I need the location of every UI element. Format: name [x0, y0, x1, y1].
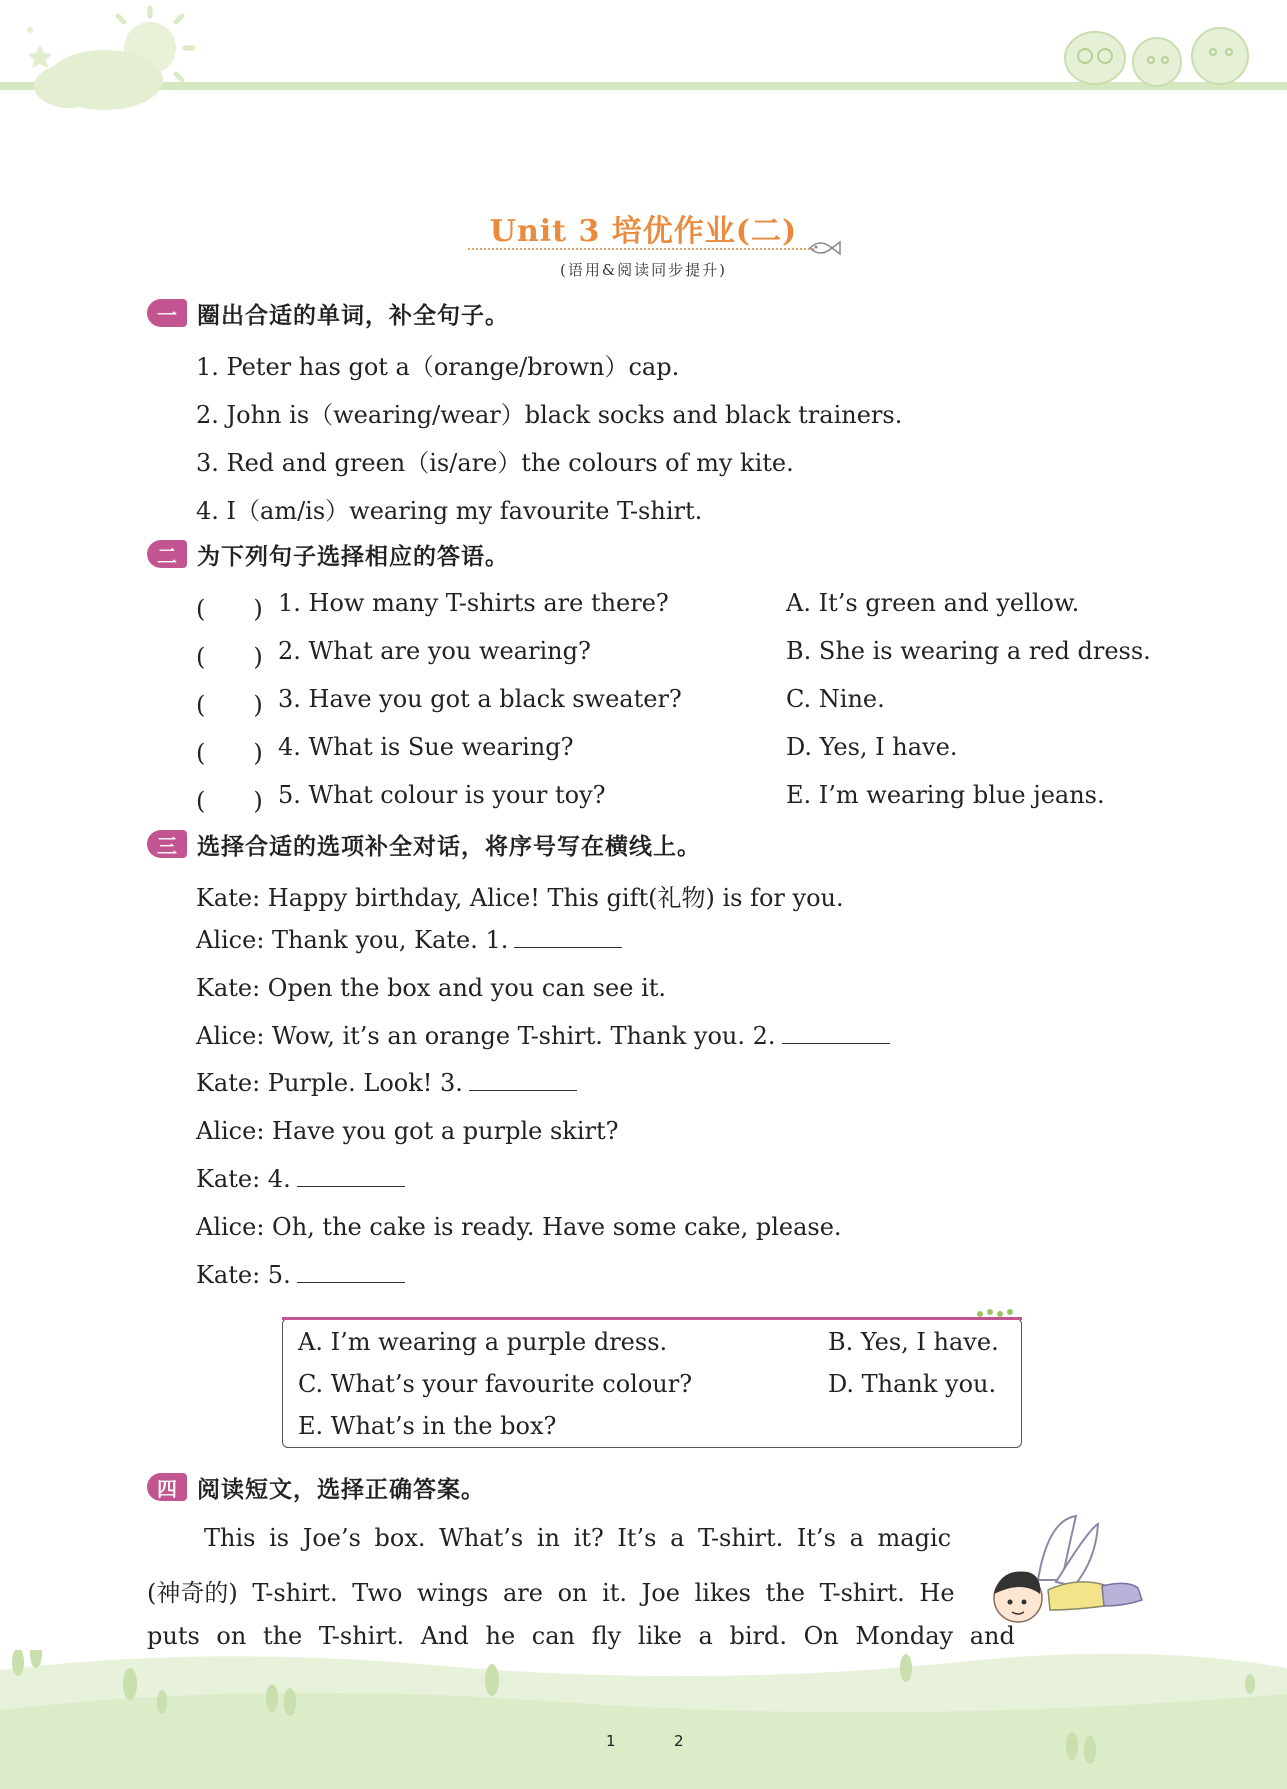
- passage-line-3: puts on the T-shirt. And he can fly like a bird. On Monday and: [147, 1622, 1015, 1650]
- section-2-header: [147, 538, 509, 570]
- s2-answer-d: D. Yes, I have.: [786, 733, 958, 761]
- passage-line-1: This is Joe’s box. What’s in it? It’s a T-shirt. It’s a magic: [204, 1524, 952, 1552]
- option-d: D. Thank you.: [828, 1370, 997, 1398]
- dialogue-line-3: Kate: Open the box and you can see it.: [196, 974, 667, 1002]
- page-title: Unit 3 培优作业(二): [489, 214, 798, 249]
- answer-blank-3[interactable]: [469, 1070, 577, 1091]
- options-box-accent: [282, 1317, 1022, 1320]
- dialogue-line-9: Kate: 5.: [196, 1261, 405, 1289]
- section-4-header: [147, 1471, 485, 1503]
- answer-blank-1[interactable]: [514, 927, 622, 948]
- section-title: 阅读短文，选择正确答案。: [197, 1476, 485, 1503]
- answer-blank-5[interactable]: [297, 1262, 405, 1283]
- s1-item-3: 3. Red and green（is/are）the colours of my kite.: [196, 449, 794, 477]
- page-number-right: 2: [674, 1732, 684, 1750]
- section-badge: 三: [147, 830, 187, 858]
- dialogue-line-6: Alice: Have you got a purple skirt?: [196, 1117, 619, 1145]
- answer-paren[interactable]: ( ): [196, 739, 263, 767]
- section-1-header: [147, 297, 509, 329]
- option-a: A. I’m wearing a purple dress.: [298, 1328, 668, 1356]
- sun-cloud-icon: [0, 0, 210, 120]
- s1-item-4: 4. I（am/is）wearing my favourite T-shirt.: [196, 497, 703, 525]
- option-e: E. What’s in the box?: [298, 1412, 557, 1440]
- flying-boy-illustration: [978, 1510, 1148, 1645]
- answer-paren[interactable]: ( ): [196, 787, 263, 815]
- animal-friends-icon: [1055, 18, 1255, 88]
- answer-paren[interactable]: ( ): [196, 595, 263, 623]
- dialogue-line-7: Kate: 4.: [196, 1165, 405, 1193]
- dialogue-line-5: Kate: Purple. Look! 3.: [196, 1069, 577, 1097]
- answer-paren[interactable]: ( ): [196, 643, 263, 671]
- answer-blank-4[interactable]: [297, 1166, 405, 1187]
- page-subtitle: (语用&阅读同步提升): [559, 261, 728, 279]
- s1-item-2: 2. John is（wearing/wear）black socks and black trainers.: [196, 401, 903, 429]
- dialogue-line-2: Alice: Thank you, Kate. 1.: [196, 926, 622, 954]
- s2-answer-c: C. Nine.: [786, 685, 885, 713]
- option-c: C. What’s your favourite colour?: [298, 1370, 693, 1398]
- s2-answer-e: E. I’m wearing blue jeans.: [786, 781, 1105, 809]
- section-3-header: [147, 828, 701, 860]
- section-badge: 一: [147, 299, 187, 327]
- dialogue-line-8: Alice: Oh, the cake is ready. Have some cake, please.: [196, 1213, 842, 1241]
- section-title: 圈出合适的单词，补全句子。: [197, 302, 509, 329]
- dialogue-line-1: Kate: Happy birthday, Alice! This gift(礼物) is for you.: [196, 884, 844, 912]
- s2-question-1: 1. How many T-shirts are there?: [278, 589, 669, 617]
- passage-line-2: (神奇的) T-shirt. Two wings are on it. Joe likes the T-shirt. He: [147, 1579, 955, 1607]
- s2-question-2: 2. What are you wearing?: [278, 637, 591, 665]
- dialogue-line-4: Alice: Wow, it’s an orange T-shirt. Thank you. 2.: [196, 1022, 890, 1050]
- title-underline: [468, 248, 814, 250]
- ground-decoration: [0, 1650, 1287, 1789]
- option-b: B. Yes, I have.: [828, 1328, 999, 1356]
- section-badge: 四: [147, 1473, 187, 1501]
- answer-paren[interactable]: ( ): [196, 691, 263, 719]
- s2-answer-b: B. She is wearing a red dress.: [786, 637, 1151, 665]
- answer-blank-2[interactable]: [782, 1023, 890, 1044]
- s2-question-5: 5. What colour is your toy?: [278, 781, 606, 809]
- section-title: 选择合适的选项补全对话，将序号写在横线上。: [197, 833, 701, 860]
- s1-item-1: 1. Peter has got a（orange/brown）cap.: [196, 353, 680, 381]
- fish-icon: [806, 236, 842, 260]
- page-number-left: 1: [606, 1732, 616, 1750]
- s2-answer-a: A. It’s green and yellow.: [786, 589, 1080, 617]
- sprout-icon: [972, 1306, 1022, 1320]
- s2-question-3: 3. Have you got a black sweater?: [278, 685, 682, 713]
- section-title: 为下列句子选择相应的答语。: [197, 543, 509, 570]
- section-badge: 二: [147, 540, 187, 568]
- s2-question-4: 4. What is Sue wearing?: [278, 733, 574, 761]
